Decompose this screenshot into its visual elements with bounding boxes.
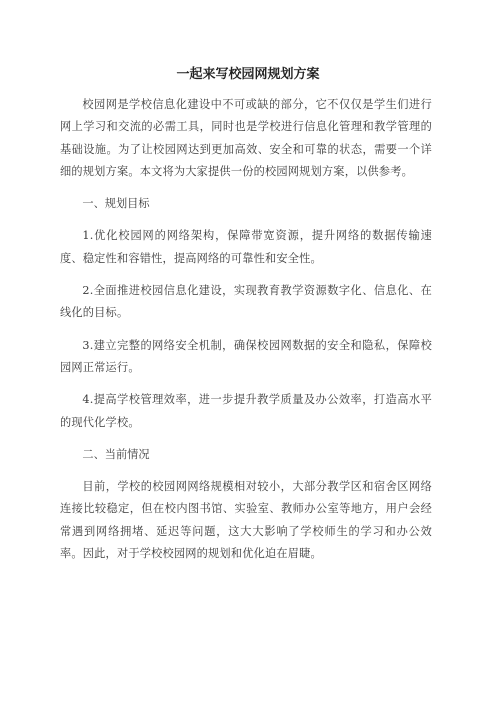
goal-item-2: 2.全面推进校园信息化建设，实现教育教学资源数字化、信息化、在线化的目标。 — [60, 284, 432, 320]
goal-item-4: 4.提高学校管理效率，进一步提升教学质量及办公效率，打造高水平的现代化学校。 — [60, 393, 432, 429]
document-body — [60, 94, 432, 575]
current-situation-paragraph: 目前，学校的校园网网络规模相对较小，大部分教学区和宿舍区网络连接比较稳定，但在校内图书馆、实验室、教师办公室等地方，用户会经常遇到网络拥堵、延迟等问题，这大大影响了学校师生的学习和办公效率。因此，对于学校校园网的规划和优化迫在眉睫。 — [60, 480, 432, 561]
goal-item-3: 3.建立完整的网络安全机制，确保校园网数据的安全和隐私，保障校园网正常运行。 — [60, 338, 432, 374]
intro-paragraph: 校园网是学校信息化建设中不可或缺的部分，它不仅仅是学生们进行网上学习和交流的必需工具，同时也是学校进行信息化管理和教学管理的基础设施。为了让校园网达到更加高效、安全和可靠的状态，需要一个详细的规划方案。本文将为大家提供一份的校园网规划方案，以供参考。 — [60, 98, 432, 178]
goal-item-1: 1.优化校园网的网络架构，保障带宽资源，提升网络的数据传输速度、稳定性和容错性，提高网络的可靠性和安全性。 — [60, 229, 432, 265]
section-heading-current: 二、当前情况 — [82, 447, 150, 461]
document-title: 一起来写校园网规划方案 — [176, 67, 320, 82]
section-heading-goals: 一、规划目标 — [82, 197, 150, 211]
